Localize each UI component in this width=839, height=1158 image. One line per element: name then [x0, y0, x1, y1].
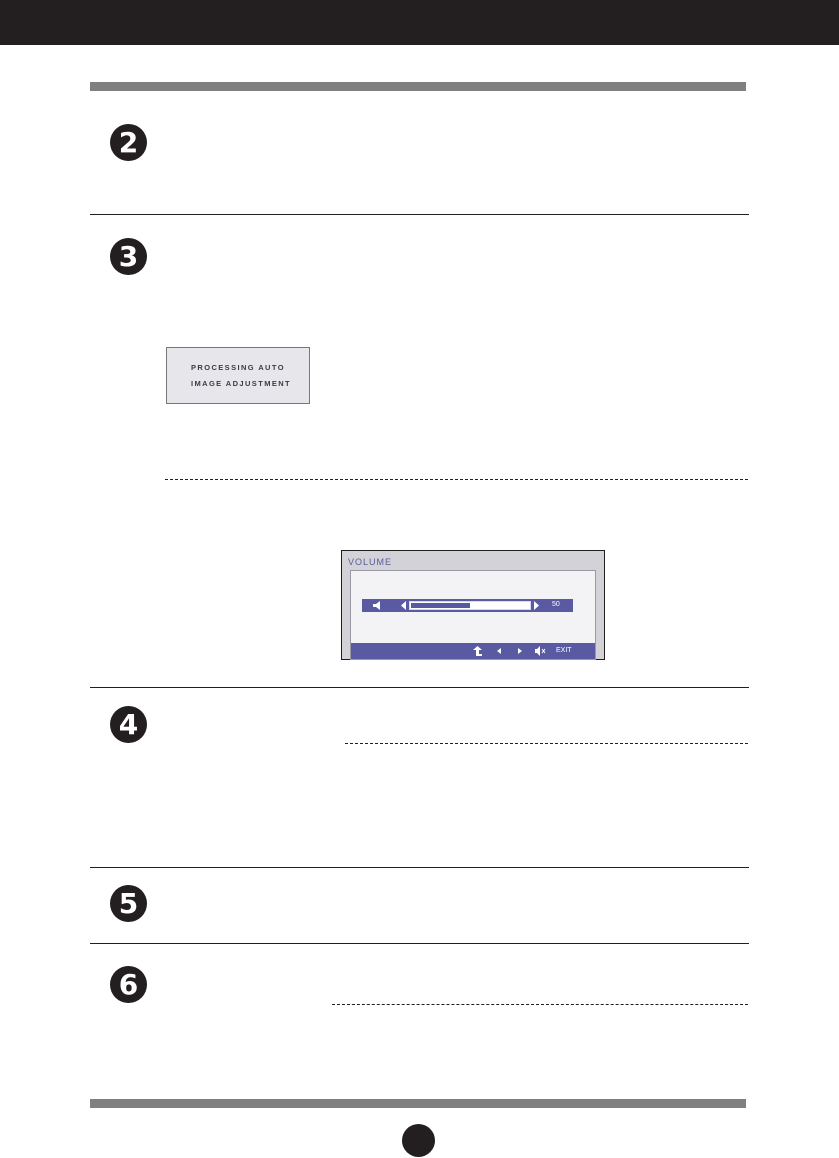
dashed-divider [332, 1004, 748, 1005]
left-arrow-icon[interactable] [401, 601, 406, 610]
mute-icon[interactable] [535, 646, 546, 656]
step-number-5: 5 [110, 885, 147, 922]
section-divider [90, 214, 749, 215]
osd-message-line-1: PROCESSING AUTO [191, 363, 285, 372]
page-number-badge [402, 1124, 435, 1157]
exit-button[interactable]: EXIT [556, 647, 572, 654]
dashed-divider [345, 743, 748, 744]
auto-adjust-osd [166, 347, 310, 404]
up-arrow-icon[interactable] [473, 646, 482, 656]
right-arrow-icon[interactable] [534, 601, 539, 610]
step-number-2: 2 [110, 124, 147, 161]
volume-osd-title: VOLUME [348, 557, 393, 567]
step-number-3: 3 [110, 238, 147, 275]
footer-right-arrow-icon[interactable] [518, 648, 522, 654]
volume-osd-panel [350, 570, 596, 660]
bottom-grey-rule [90, 1099, 746, 1108]
volume-slider-bar[interactable] [362, 599, 573, 612]
dashed-divider [165, 479, 748, 480]
volume-slider-track[interactable] [409, 601, 531, 610]
volume-osd [341, 550, 605, 660]
osd-message-line-2: IMAGE ADJUSTMENT [191, 379, 292, 388]
top-grey-rule [90, 82, 746, 91]
volume-osd-footer [351, 643, 595, 659]
volume-value: 50 [552, 601, 560, 608]
section-divider [90, 687, 749, 688]
volume-slider-fill [411, 603, 470, 608]
speaker-icon [373, 601, 383, 610]
step-number-6: 6 [110, 966, 147, 1003]
header-band [0, 0, 839, 45]
footer-left-arrow-icon[interactable] [497, 648, 501, 654]
section-divider [90, 867, 749, 868]
section-divider [90, 943, 749, 944]
step-number-4: 4 [110, 706, 147, 743]
